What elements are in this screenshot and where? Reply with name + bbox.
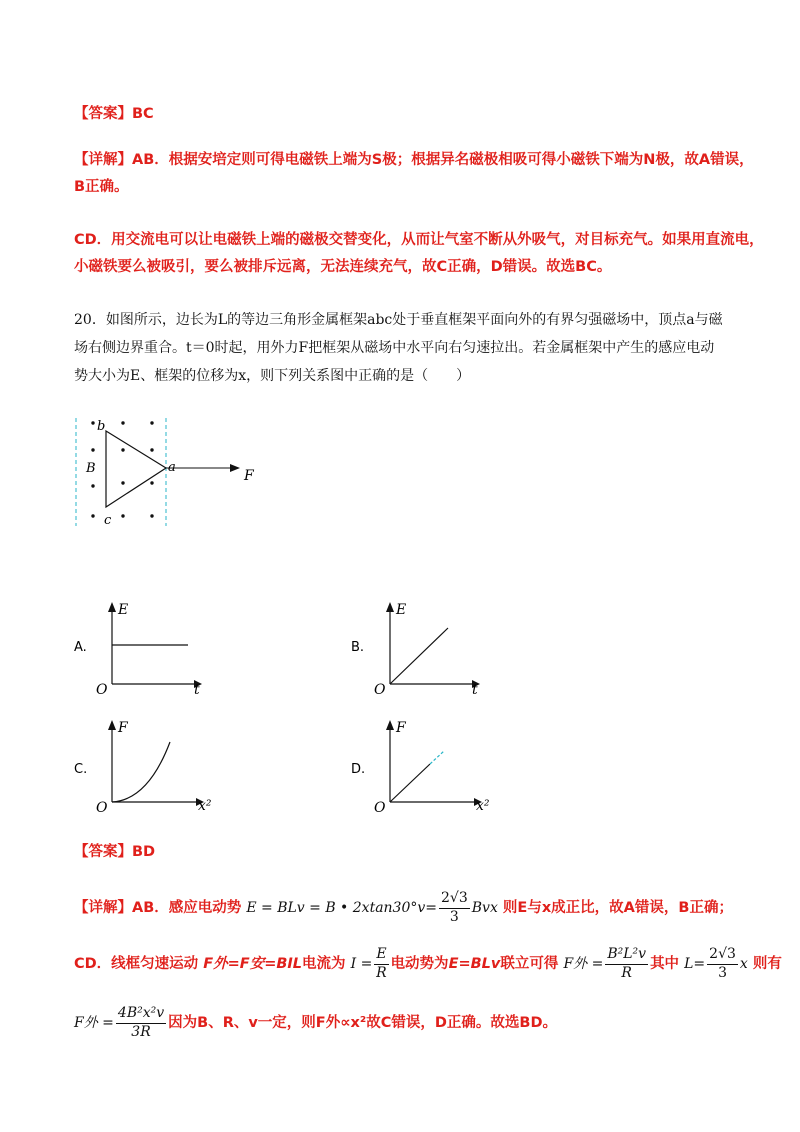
y-axis-arrow [386,720,394,730]
graph-line-dashed [430,751,444,764]
detail-2-last [74,1005,557,1041]
answer-tag: 【答案】 [74,844,132,860]
label-b: b [97,419,106,434]
fraction-4b2x2v-over-3r [116,1005,166,1041]
option-d-graph [368,716,498,816]
fraction-b2l2v-over-r [605,946,648,982]
detail-1-line-2 [74,180,129,195]
fraction-den: 3 [718,964,727,981]
emf-formula-end: Bvx [471,900,498,916]
detail-text: B正确。 [74,179,129,195]
question-20-line-1: 20．如图所示，边长为L的等边三角形金属框架abc处于垂直框架平面向外的有界匀强磁场中，顶点a与磁 [74,312,723,328]
detail-text: 小磁铁要么被吸引，要么被排斥远离，无法连续充气，故C正确，D错误。故选BC。 [74,259,612,275]
answer-value: BD [132,844,156,860]
fraction-den: R [376,964,387,981]
y-axis-arrow [108,602,116,612]
answer-2 [74,845,155,860]
answer-tag: 【答案】 [74,106,132,122]
y-axis-arrow [386,602,394,612]
fraction-l [707,946,738,982]
option-b-letter: B. [351,640,365,655]
option-c-graph [90,716,220,816]
detail-tag: 【详解】 [74,900,132,916]
question-20-line-2: 场右侧边界重合。t＝0时起，用外力F把框架从磁场中水平向右匀速拉出。若金属框架中产生的感应电动 [74,340,715,356]
fraction-e-over-r [374,946,388,982]
option-c-letter: C. [74,762,88,777]
answer-1 [74,107,154,122]
origin-label: O [96,682,108,698]
fraction-num: E [374,946,388,965]
force-arrow-head [230,464,240,472]
detail-text: 则E与x成正比，故A错误，B正确； [502,900,733,916]
y-label: E [118,602,129,618]
y-label: F [396,720,406,736]
graph-line [390,764,430,802]
detail-text: 因为B、R、v一定，则F外∝x²故C错误，D正确。故选BD。 [168,1015,558,1031]
fraction-num: 2√3 [439,890,470,909]
option-b-graph [368,598,488,698]
label-c: c [104,513,112,528]
detail-text: 则有 [752,956,782,972]
fout-formula: F外 = [74,1015,114,1031]
y-label: E [396,602,407,618]
triangle-field-figure [60,408,260,533]
detail-text: 电流为 [302,956,346,972]
option-d-letter: D. [351,762,366,777]
detail-text: AB．根据安培定则可得电磁铁上端为S极；根据异名磁极相吸可得小磁铁下端为N极，故A错误， [132,152,754,168]
label-a: a [168,460,176,475]
field-dots [91,421,153,517]
fout-formula: F外 = [563,956,604,972]
origin-label: O [96,800,108,816]
detail-text: 电动势为 [390,956,449,972]
label-F: F [244,468,254,484]
current-formula: I = [350,956,373,972]
length-formula: L= [684,956,706,972]
y-label: F [118,720,128,736]
triangle-frame [106,431,166,507]
length-formula-end: x [739,956,748,972]
origin-label: O [374,800,386,816]
x-label: t [194,682,200,698]
detail-text: 联立可得 [500,956,559,972]
fraction-den: 3R [131,1023,151,1040]
graph-curve [112,742,170,802]
detail-tag: 【详解】 [74,152,132,168]
detail-text: CD．线框匀速运动 [74,956,199,972]
fraction-den: 3 [449,908,459,925]
answer-value: BC [132,106,154,122]
fraction-den: R [621,964,632,981]
x-label: x² [198,798,212,814]
option-a-letter: A. [74,640,87,655]
detail-1-line-4 [74,260,611,275]
question-20-line-3: 势大小为E、框架的位移为x，则下列关系图中正确的是（ ） [74,368,471,384]
emf-equation: E=BLv [448,956,501,972]
detail-text: CD．用交流电可以让电磁铁上端的磁极交替变化，从而让气室不断从外吸气，对目标充气。如果用直流电， [74,232,764,248]
x-label: t [472,682,478,698]
detail-2-ab [74,890,733,926]
y-axis-arrow [108,720,116,730]
fraction-2sqrt3-over-3 [439,890,470,926]
fraction-num: B²L²v [605,946,648,965]
origin-label: O [374,682,386,698]
graph-line [390,628,448,684]
option-a-graph [90,598,210,698]
fraction-num: 2√3 [707,946,738,965]
detail-1-line-1 [74,153,754,168]
label-B: B [86,461,96,476]
detail-text: 其中 [650,956,680,972]
x-label: x² [476,798,490,814]
fraction-num: 4B²x²v [116,1005,166,1024]
detail-text: AB．感应电动势 [132,900,242,916]
detail-2-cd [74,946,782,982]
detail-1-line-3 [74,233,764,248]
force-equation: F外=F安=BIL [203,956,303,972]
emf-formula: E = BLv = B • 2xtan30°v= [246,900,438,916]
